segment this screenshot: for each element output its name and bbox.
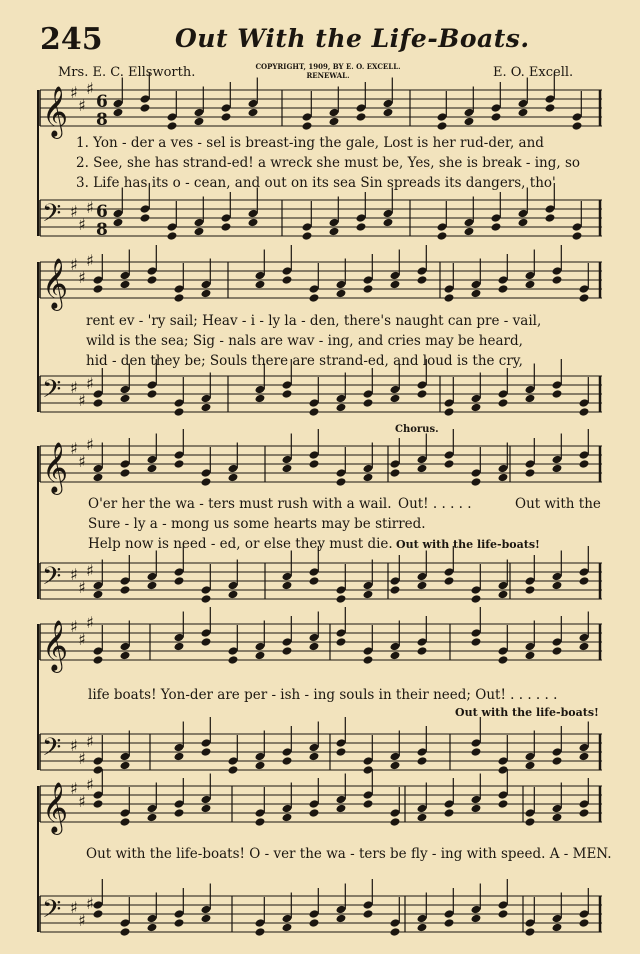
note-head <box>498 398 509 408</box>
note-head <box>417 756 428 766</box>
note-head <box>336 289 347 299</box>
note-head <box>471 594 482 604</box>
sharp-icon: ♯ <box>70 378 78 397</box>
note-head <box>444 293 455 303</box>
note-head <box>498 473 509 483</box>
note-head <box>471 747 482 757</box>
note-head <box>579 918 590 928</box>
note-head <box>174 459 185 469</box>
hymn-title: Out With the Life-Boats. <box>175 24 530 53</box>
note-head <box>93 473 104 483</box>
note-head <box>552 464 563 474</box>
bass-clef-icon: 𝄢 <box>42 375 62 410</box>
treble-clef-icon: 𝄞 <box>42 258 69 309</box>
sharp-icon: ♯ <box>78 215 86 234</box>
sharp-icon: ♯ <box>70 898 78 917</box>
bass-clef-icon: 𝄢 <box>42 733 62 768</box>
note-head <box>113 218 124 228</box>
note-head <box>120 394 131 404</box>
note-head <box>120 280 131 290</box>
note-head <box>491 112 502 122</box>
lyric-s1-v3: 3. Life has its o - cean, and out on its sea Sin spreads its dangers, tho' <box>76 175 556 191</box>
note-head <box>93 398 104 408</box>
note-head <box>336 477 347 487</box>
note-head <box>518 218 529 228</box>
note-head <box>336 594 347 604</box>
copyright-line-2: RENEWAL. <box>306 71 350 80</box>
note-head <box>417 275 428 285</box>
note-head <box>579 293 590 303</box>
note-head <box>147 581 158 591</box>
note-head <box>174 642 185 652</box>
time-signature-top: 6 <box>96 92 108 112</box>
note-head <box>390 280 401 290</box>
note-head <box>167 121 178 131</box>
note-head <box>363 655 374 665</box>
note-head <box>390 761 401 771</box>
note-head <box>471 637 482 647</box>
note-head <box>390 585 401 595</box>
note-head <box>329 117 340 127</box>
note-head <box>255 394 266 404</box>
sharp-icon: ♯ <box>70 565 78 584</box>
note-head <box>336 914 347 924</box>
note-head <box>174 808 185 818</box>
note-head <box>282 813 293 823</box>
note-head <box>255 651 266 661</box>
sharp-icon: ♯ <box>78 452 86 471</box>
note-head <box>93 284 104 294</box>
note-head <box>363 284 374 294</box>
note-head <box>255 817 266 827</box>
note-head <box>390 468 401 478</box>
note-head <box>302 121 313 131</box>
note-head <box>363 590 374 600</box>
note-head <box>120 651 131 661</box>
sharp-icon: ♯ <box>78 792 86 811</box>
note-head <box>255 280 266 290</box>
note-head <box>201 804 212 814</box>
note-head <box>498 799 509 809</box>
note-head <box>390 651 401 661</box>
note-head <box>579 459 590 469</box>
note-head <box>174 576 185 586</box>
lyric-s3-v2: Sure - ly a - mong us some hearts may be stirred. <box>88 516 426 532</box>
note-head <box>383 108 394 118</box>
note-head <box>194 227 205 237</box>
lyric-s1-v1: 1. Yon - der a ves - sel is breast-ing the gale, Lost is her rud-der, and <box>76 135 544 151</box>
note-head <box>201 403 212 413</box>
note-head <box>545 103 556 113</box>
note-head <box>572 121 583 131</box>
sharp-icon: ♯ <box>78 391 86 410</box>
note-head <box>309 642 320 652</box>
treble-clef-icon: 𝄞 <box>42 782 69 833</box>
note-head <box>444 918 455 928</box>
note-head <box>201 637 212 647</box>
note-head <box>525 761 536 771</box>
note-head <box>336 804 347 814</box>
note-head <box>464 227 475 237</box>
note-head <box>525 585 536 595</box>
note-head <box>417 464 428 474</box>
note-head <box>255 761 266 771</box>
bass-clef-icon: 𝄢 <box>42 895 62 930</box>
note-head <box>201 914 212 924</box>
sharp-icon: ♯ <box>86 79 94 98</box>
note-head <box>417 389 428 399</box>
sharp-icon: ♯ <box>86 775 94 794</box>
treble-clef-icon: 𝄞 <box>42 442 69 493</box>
note-head <box>471 477 482 487</box>
note-head <box>336 403 347 413</box>
note-head <box>228 655 239 665</box>
note-head <box>336 747 347 757</box>
note-head <box>174 293 185 303</box>
note-head <box>356 112 367 122</box>
note-head <box>471 914 482 924</box>
note-head <box>120 585 131 595</box>
note-head <box>309 918 320 928</box>
note-head <box>579 407 590 417</box>
sharp-icon: ♯ <box>86 894 94 913</box>
treble-clef-icon: 𝄞 <box>42 620 69 671</box>
note-head <box>147 813 158 823</box>
note-head <box>282 923 293 933</box>
note-head <box>417 813 428 823</box>
note-head <box>579 576 590 586</box>
note-head <box>444 459 455 469</box>
note-head <box>120 927 131 937</box>
note-head <box>552 923 563 933</box>
note-head <box>282 389 293 399</box>
bass-clef-icon: 𝄢 <box>42 562 62 597</box>
note-head <box>444 407 455 417</box>
note-head <box>174 752 185 762</box>
note-head <box>120 468 131 478</box>
sharp-icon: ♯ <box>70 255 78 274</box>
note-head <box>93 799 104 809</box>
author-credit: Mrs. E. C. Ellsworth. <box>58 65 196 80</box>
note-head <box>498 655 509 665</box>
note-head <box>282 646 293 656</box>
note-head <box>309 407 320 417</box>
note-head <box>525 651 536 661</box>
note-head <box>498 590 509 600</box>
sharp-icon: ♯ <box>86 251 94 270</box>
lyric-s5: Out with the life-boats! O - ver the wa - ters be fly - ing with speed. A - MEN. <box>86 846 612 862</box>
note-head <box>545 213 556 223</box>
note-head <box>302 231 313 241</box>
note-head <box>525 927 536 937</box>
note-head <box>228 590 239 600</box>
note-head <box>356 222 367 232</box>
note-head <box>417 581 428 591</box>
chorus-out: Out! . . . . . <box>398 496 472 512</box>
lyric-s4-alt: Out with the life-boats! <box>455 706 599 719</box>
note-head <box>221 112 232 122</box>
note-head <box>572 231 583 241</box>
chorus-alt-lifeboats: Out with the life-boats! <box>396 538 540 551</box>
note-head <box>579 752 590 762</box>
note-head <box>336 637 347 647</box>
note-head <box>390 817 401 827</box>
note-head <box>221 222 232 232</box>
lyric-s1-v2: 2. See, she has strand-ed! a wreck she must be, Yes, she is break - ing, so <box>76 155 581 171</box>
note-head <box>471 804 482 814</box>
note-head <box>93 655 104 665</box>
chorus-out-with-the: Out with the <box>515 496 601 512</box>
note-head <box>309 293 320 303</box>
note-head <box>248 218 259 228</box>
note-head <box>552 813 563 823</box>
note-head <box>329 227 340 237</box>
note-head <box>579 808 590 818</box>
note-head <box>552 275 563 285</box>
note-head <box>309 459 320 469</box>
note-head <box>147 389 158 399</box>
sharp-icon: ♯ <box>78 578 86 597</box>
sharp-icon: ♯ <box>70 83 78 102</box>
sharp-icon: ♯ <box>78 749 86 768</box>
note-head <box>363 473 374 483</box>
note-head <box>93 590 104 600</box>
note-head <box>113 108 124 118</box>
note-head <box>464 117 475 127</box>
note-head <box>363 799 374 809</box>
chorus-label: Chorus. <box>395 424 439 435</box>
note-head <box>444 576 455 586</box>
note-head <box>309 576 320 586</box>
note-head <box>282 756 293 766</box>
note-head <box>525 394 536 404</box>
note-head <box>228 473 239 483</box>
note-head <box>309 752 320 762</box>
sharp-icon: ♯ <box>70 779 78 798</box>
note-head <box>552 389 563 399</box>
note-head <box>194 117 205 127</box>
lyric-s2-v3: hid - den they be; Souls there are strand-ed, and loud is the cry, <box>86 353 523 369</box>
note-head <box>525 817 536 827</box>
note-head <box>437 121 448 131</box>
hymn-number: 245 <box>40 22 103 57</box>
note-head <box>255 927 266 937</box>
lyric-s2-v2: wild is the sea; Sig - nals are wav - ing, and cries may be heard, <box>86 333 523 349</box>
note-head <box>417 646 428 656</box>
sharp-icon: ♯ <box>70 202 78 221</box>
note-head <box>120 761 131 771</box>
note-head <box>518 108 529 118</box>
note-head <box>309 808 320 818</box>
sharp-icon: ♯ <box>78 911 86 930</box>
note-head <box>140 213 151 223</box>
sharp-icon: ♯ <box>78 630 86 649</box>
note-head <box>228 765 239 775</box>
note-head <box>552 581 563 591</box>
note-head <box>167 231 178 241</box>
sharp-icon: ♯ <box>86 374 94 393</box>
note-head <box>491 222 502 232</box>
lyric-s4: life boats! Yon-der are per - ish - ing souls in their need; Out! . . . . . . <box>88 687 558 703</box>
note-head <box>525 468 536 478</box>
sharp-icon: ♯ <box>78 268 86 287</box>
note-head <box>282 581 293 591</box>
note-head <box>174 918 185 928</box>
lyric-s3-v3: Help now is need - ed, or else they must die. <box>88 536 393 552</box>
treble-clef-icon: 𝄞 <box>42 86 69 137</box>
note-head <box>201 747 212 757</box>
note-head <box>471 289 482 299</box>
note-head <box>363 909 374 919</box>
note-head <box>174 407 185 417</box>
sharp-icon: ♯ <box>70 736 78 755</box>
note-head <box>498 284 509 294</box>
note-head <box>552 756 563 766</box>
note-head <box>201 477 212 487</box>
lyric-s2-v1: rent ev - 'ry sail; Heav - i - ly la - den, there's naught can pre - vail, <box>86 313 542 329</box>
copyright-line-1: COPYRIGHT, 1909, BY E. O. EXCELL. <box>255 62 401 71</box>
note-head <box>282 464 293 474</box>
note-head <box>201 594 212 604</box>
composer-credit: E. O. Excell. <box>493 65 574 80</box>
sharp-icon: ♯ <box>86 198 94 217</box>
lyric-s3-v1: O'er her the wa - ters must rush with a wail. <box>88 496 392 512</box>
note-head <box>383 218 394 228</box>
note-head <box>93 909 104 919</box>
sharp-icon: ♯ <box>70 617 78 636</box>
note-head <box>147 464 158 474</box>
note-head <box>471 403 482 413</box>
note-head <box>390 927 401 937</box>
note-head <box>140 103 151 113</box>
time-signature-top: 6 <box>96 202 108 222</box>
note-head <box>437 231 448 241</box>
sharp-icon: ♯ <box>86 561 94 580</box>
note-head <box>390 394 401 404</box>
time-signature-bottom: 8 <box>96 220 108 240</box>
note-head <box>363 398 374 408</box>
time-signature-bottom: 8 <box>96 110 108 130</box>
note-head <box>147 275 158 285</box>
bass-clef-icon: 𝄢 <box>42 199 62 234</box>
note-head <box>282 275 293 285</box>
sharp-icon: ♯ <box>70 439 78 458</box>
note-head <box>201 289 212 299</box>
note-head <box>444 808 455 818</box>
sharp-icon: ♯ <box>86 435 94 454</box>
note-head <box>147 923 158 933</box>
note-head <box>579 642 590 652</box>
note-head <box>417 923 428 933</box>
note-head <box>248 108 259 118</box>
note-head <box>552 646 563 656</box>
note-head <box>120 817 131 827</box>
note-head <box>498 909 509 919</box>
note-head <box>525 280 536 290</box>
sharp-icon: ♯ <box>86 732 94 751</box>
sharp-icon: ♯ <box>78 96 86 115</box>
sharp-icon: ♯ <box>86 613 94 632</box>
